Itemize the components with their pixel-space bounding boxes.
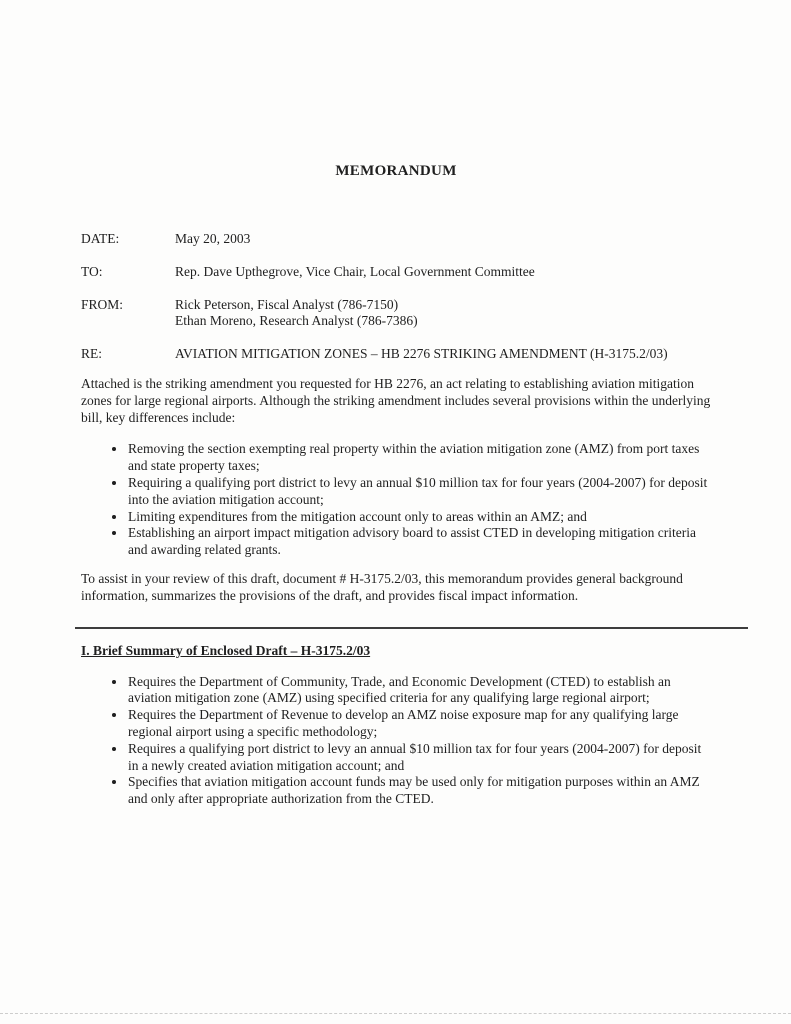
document-content xyxy=(81,163,711,808)
memo-re-label: RE: xyxy=(81,346,103,362)
memo-to-row xyxy=(81,264,711,281)
memo-re-row xyxy=(81,346,711,363)
memo-re-value: AVIATION MITIGATION ZONES – HB 2276 STRIKING AMENDMENT (H-3175.2/03) xyxy=(175,346,668,362)
memo-date-row xyxy=(81,231,711,248)
memo-from-line-1: Rick Peterson, Fiscal Analyst (786-7150) xyxy=(175,296,399,312)
key-differences-list xyxy=(81,441,711,559)
summary-bullets-list xyxy=(81,674,711,808)
section-heading: I. Brief Summary of Enclosed Draft – H-3175.2/03 xyxy=(81,642,371,658)
memo-from-value xyxy=(175,297,711,331)
summary-bullet-item-1: • Requires the Department of Community, Trade, and Economic Development (CTED) to establish an aviation mitigation zone (AMZ) using specified criteria for any qualifying large regional airport; xyxy=(127,674,711,708)
document-title: MEMORANDUM xyxy=(335,163,457,179)
key-difference-item-4: • Establishing an airport impact mitigation advisory board to assist CTED in developing mitigation criteria and awarding related grants. xyxy=(127,525,711,559)
summary-bullet-item-2: • Requires the Department of Revenue to develop an AMZ noise exposure map for any qualifying large regional airport using a specific methodology; xyxy=(127,707,711,741)
memo-from-row xyxy=(81,297,711,331)
section-divider-line xyxy=(75,627,748,629)
key-difference-item-3: • Limiting expenditures from the mitigation account only to areas within an AMZ; and xyxy=(127,509,711,526)
summary-bullet-item-4: • Specifies that aviation mitigation account funds may be used only for mitigation purposes within an AMZ and only after appropriate authorization from the CTED. xyxy=(127,774,711,808)
memo-date-value: May 20, 2003 xyxy=(175,231,251,246)
memo-from-line-2: Ethan Moreno, Research Analyst (786-7386) xyxy=(175,313,418,329)
memo-to-value: Rep. Dave Upthegrove, Vice Chair, Local Government Committee xyxy=(175,263,535,279)
intro-paragraph: Attached is the striking amendment you requested for HB 2276, an act relating to establishing aviation mitigation zones for large regional airports. Although the striking amendment includes several provisions within the underlying bill, key differences include: xyxy=(81,375,711,425)
memo-to-label: TO: xyxy=(81,263,103,279)
memo-from-label: FROM: xyxy=(81,296,124,312)
summary-bullet-item-3: • Requires a qualifying port district to levy an annual $10 million tax for four years (2004-2007) for deposit in a newly created aviation mitigation account; and xyxy=(127,741,711,775)
closing-paragraph: To assist in your review of this draft, document # H-3175.2/03, this memorandum provides general background information, summarizes the provisions of the draft, and provides fiscal impact information. xyxy=(81,570,683,603)
memo-header-block xyxy=(81,231,711,363)
scan-edge-artifact xyxy=(0,1013,791,1014)
key-difference-item-2: • Requiring a qualifying port district to levy an annual $10 million tax for four years (2004-2007) for deposit into the aviation mitigation account; xyxy=(127,475,711,509)
memo-date-label: DATE: xyxy=(81,231,120,246)
key-difference-item-1: • Removing the section exempting real property within the aviation mitigation zone (AMZ) from port taxes and state property taxes; xyxy=(127,441,711,475)
